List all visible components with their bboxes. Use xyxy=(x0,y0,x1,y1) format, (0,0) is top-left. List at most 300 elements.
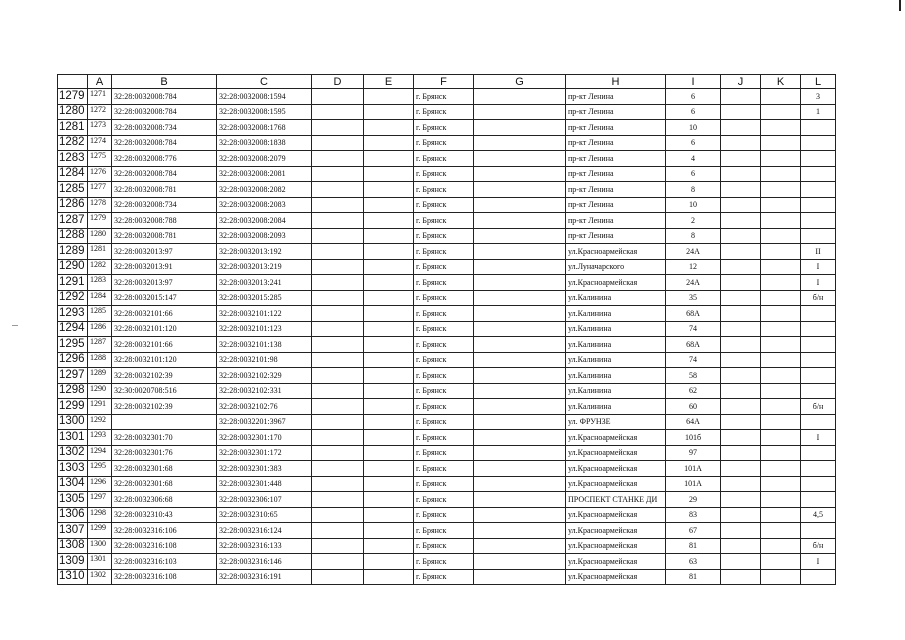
cell-l[interactable] xyxy=(801,383,836,399)
cell-l[interactable]: 4,5 xyxy=(801,507,836,523)
cell-i[interactable]: 101А xyxy=(666,461,721,477)
cell-k[interactable] xyxy=(761,430,801,446)
cell-c[interactable]: 32:28:0032013:219 xyxy=(217,259,312,275)
cell-d[interactable] xyxy=(312,538,364,554)
cell-c[interactable]: 32:28:0032301:170 xyxy=(217,430,312,446)
cell-k[interactable] xyxy=(761,476,801,492)
cell-c[interactable]: 32:28:0032015:285 xyxy=(217,290,312,306)
cell-k[interactable] xyxy=(761,259,801,275)
cell-g[interactable] xyxy=(474,275,566,291)
cell-d[interactable] xyxy=(312,104,364,120)
row-number-cell[interactable]: 1283 xyxy=(58,151,88,167)
cell-j[interactable] xyxy=(721,383,761,399)
cell-a[interactable]: 1286 xyxy=(88,321,112,337)
cell-b[interactable]: 32:28:0032306:68 xyxy=(112,492,217,508)
cell-l[interactable] xyxy=(801,337,836,353)
cell-b[interactable]: 32:28:0032102:39 xyxy=(112,368,217,384)
cell-e[interactable] xyxy=(364,507,414,523)
cell-h[interactable]: пр-кт Ленина xyxy=(566,182,666,198)
cell-a[interactable]: 1282 xyxy=(88,259,112,275)
cell-l[interactable] xyxy=(801,414,836,430)
cell-b[interactable] xyxy=(112,414,217,430)
cell-l[interactable] xyxy=(801,135,836,151)
cell-e[interactable] xyxy=(364,104,414,120)
cell-e[interactable] xyxy=(364,244,414,260)
cell-i[interactable]: 6 xyxy=(666,135,721,151)
cell-b[interactable]: 32:28:0032101:66 xyxy=(112,337,217,353)
cell-h[interactable]: ул.Красноармейская xyxy=(566,461,666,477)
cell-d[interactable] xyxy=(312,523,364,539)
cell-l[interactable] xyxy=(801,166,836,182)
cell-f[interactable]: г. Брянск xyxy=(414,523,474,539)
cell-h[interactable]: ул.Красноармейская xyxy=(566,554,666,570)
cell-l[interactable] xyxy=(801,228,836,244)
cell-c[interactable]: 32:28:0032316:124 xyxy=(217,523,312,539)
cell-d[interactable] xyxy=(312,492,364,508)
cell-f[interactable]: г. Брянск xyxy=(414,104,474,120)
cell-g[interactable] xyxy=(474,507,566,523)
cell-g[interactable] xyxy=(474,414,566,430)
cell-a[interactable]: 1291 xyxy=(88,399,112,415)
cell-i[interactable]: 74 xyxy=(666,352,721,368)
row-number-cell[interactable]: 1295 xyxy=(58,337,88,353)
cell-a[interactable]: 1277 xyxy=(88,182,112,198)
cell-i[interactable]: 35 xyxy=(666,290,721,306)
cell-k[interactable] xyxy=(761,352,801,368)
cell-c[interactable]: 32:28:0032101:98 xyxy=(217,352,312,368)
column-header-d[interactable]: D xyxy=(312,75,364,89)
row-number-cell[interactable]: 1297 xyxy=(58,368,88,384)
cell-c[interactable]: 32:28:0032102:331 xyxy=(217,383,312,399)
cell-g[interactable] xyxy=(474,352,566,368)
cell-b[interactable]: 32:28:0032301:68 xyxy=(112,461,217,477)
cell-c[interactable]: 32:28:0032201:3967 xyxy=(217,414,312,430)
cell-e[interactable] xyxy=(364,166,414,182)
row-number-cell[interactable]: 1299 xyxy=(58,399,88,415)
cell-a[interactable]: 1297 xyxy=(88,492,112,508)
cell-j[interactable] xyxy=(721,523,761,539)
cell-i[interactable]: 24А xyxy=(666,244,721,260)
cell-h[interactable]: пр-кт Ленина xyxy=(566,135,666,151)
column-header-b[interactable]: B xyxy=(112,75,217,89)
cell-i[interactable]: 4 xyxy=(666,151,721,167)
cell-b[interactable]: 32:28:0032013:97 xyxy=(112,244,217,260)
cell-f[interactable]: г. Брянск xyxy=(414,538,474,554)
cell-l[interactable] xyxy=(801,120,836,136)
cell-d[interactable] xyxy=(312,569,364,585)
cell-l[interactable]: II xyxy=(801,244,836,260)
cell-e[interactable] xyxy=(364,321,414,337)
cell-c[interactable]: 32:28:0032316:191 xyxy=(217,569,312,585)
cell-a[interactable]: 1295 xyxy=(88,461,112,477)
cell-e[interactable] xyxy=(364,538,414,554)
cell-j[interactable] xyxy=(721,228,761,244)
row-number-cell[interactable]: 1288 xyxy=(58,228,88,244)
cell-a[interactable]: 1279 xyxy=(88,213,112,229)
row-number-cell[interactable]: 1296 xyxy=(58,352,88,368)
column-header-i[interactable]: I xyxy=(666,75,721,89)
cell-k[interactable] xyxy=(761,383,801,399)
cell-b[interactable]: 32:28:0032008:784 xyxy=(112,166,217,182)
cell-e[interactable] xyxy=(364,476,414,492)
cell-e[interactable] xyxy=(364,368,414,384)
cell-b[interactable]: 32:28:0032301:68 xyxy=(112,476,217,492)
cell-j[interactable] xyxy=(721,290,761,306)
row-number-cell[interactable]: 1310 xyxy=(58,569,88,585)
cell-h[interactable]: пр-кт Ленина xyxy=(566,120,666,136)
cell-c[interactable]: 32:28:0032013:241 xyxy=(217,275,312,291)
cell-j[interactable] xyxy=(721,259,761,275)
cell-i[interactable]: 101А xyxy=(666,476,721,492)
cell-f[interactable]: г. Брянск xyxy=(414,306,474,322)
row-number-cell[interactable]: 1302 xyxy=(58,445,88,461)
cell-b[interactable]: 32:28:0032310:43 xyxy=(112,507,217,523)
row-number-cell[interactable]: 1305 xyxy=(58,492,88,508)
cell-h[interactable]: пр-кт Ленина xyxy=(566,197,666,213)
cell-h[interactable]: ул.Луначарского xyxy=(566,259,666,275)
cell-f[interactable]: г. Брянск xyxy=(414,352,474,368)
cell-c[interactable]: 32:28:0032008:2082 xyxy=(217,182,312,198)
cell-h[interactable]: пр-кт Ленина xyxy=(566,166,666,182)
cell-j[interactable] xyxy=(721,445,761,461)
cell-l[interactable]: I xyxy=(801,554,836,570)
cell-c[interactable]: 32:28:0032301:448 xyxy=(217,476,312,492)
cell-i[interactable]: 58 xyxy=(666,368,721,384)
cell-c[interactable]: 32:28:0032008:2084 xyxy=(217,213,312,229)
cell-k[interactable] xyxy=(761,337,801,353)
cell-f[interactable]: г. Брянск xyxy=(414,228,474,244)
cell-c[interactable]: 32:28:0032013:192 xyxy=(217,244,312,260)
cell-d[interactable] xyxy=(312,461,364,477)
cell-c[interactable]: 32:28:0032102:76 xyxy=(217,399,312,415)
cell-f[interactable]: г. Брянск xyxy=(414,182,474,198)
cell-k[interactable] xyxy=(761,554,801,570)
column-header-l[interactable]: L xyxy=(801,75,836,89)
cell-g[interactable] xyxy=(474,290,566,306)
cell-d[interactable] xyxy=(312,89,364,105)
cell-l[interactable] xyxy=(801,182,836,198)
cell-a[interactable]: 1276 xyxy=(88,166,112,182)
row-number-cell[interactable]: 1300 xyxy=(58,414,88,430)
cell-e[interactable] xyxy=(364,352,414,368)
cell-b[interactable]: 32:28:0032008:734 xyxy=(112,197,217,213)
row-number-cell[interactable]: 1282 xyxy=(58,135,88,151)
cell-j[interactable] xyxy=(721,538,761,554)
column-header-k[interactable]: K xyxy=(761,75,801,89)
cell-l[interactable]: 3 xyxy=(801,89,836,105)
cell-h[interactable]: ул.Красноармейская xyxy=(566,430,666,446)
cell-l[interactable]: б/н xyxy=(801,290,836,306)
cell-c[interactable]: 32:28:0032316:133 xyxy=(217,538,312,554)
cell-h[interactable]: ул.Красноармейская xyxy=(566,445,666,461)
cell-e[interactable] xyxy=(364,414,414,430)
cell-k[interactable] xyxy=(761,197,801,213)
cell-e[interactable] xyxy=(364,135,414,151)
cell-h[interactable]: ул.Красноармейская xyxy=(566,523,666,539)
cell-d[interactable] xyxy=(312,259,364,275)
cell-i[interactable]: 68А xyxy=(666,337,721,353)
cell-h[interactable]: ПРОСПЕКТ СТАНКЕ ДИ xyxy=(566,492,666,508)
cell-c[interactable]: 32:28:0032101:122 xyxy=(217,306,312,322)
cell-a[interactable]: 1272 xyxy=(88,104,112,120)
cell-c[interactable]: 32:28:0032008:2093 xyxy=(217,228,312,244)
cell-b[interactable]: 32:28:0032013:97 xyxy=(112,275,217,291)
cell-g[interactable] xyxy=(474,430,566,446)
cell-f[interactable]: г. Брянск xyxy=(414,492,474,508)
cell-j[interactable] xyxy=(721,430,761,446)
cell-j[interactable] xyxy=(721,135,761,151)
row-number-cell[interactable]: 1290 xyxy=(58,259,88,275)
cell-f[interactable]: г. Брянск xyxy=(414,430,474,446)
cell-e[interactable] xyxy=(364,197,414,213)
cell-k[interactable] xyxy=(761,182,801,198)
row-number-cell[interactable]: 1308 xyxy=(58,538,88,554)
cell-l[interactable] xyxy=(801,306,836,322)
cell-d[interactable] xyxy=(312,228,364,244)
cell-h[interactable]: ул.Красноармейская xyxy=(566,476,666,492)
cell-b[interactable]: 32:28:0032316:103 xyxy=(112,554,217,570)
cell-i[interactable]: 10 xyxy=(666,120,721,136)
cell-d[interactable] xyxy=(312,166,364,182)
cell-h[interactable]: ул. ФРУНЗЕ xyxy=(566,414,666,430)
cell-i[interactable]: 12 xyxy=(666,259,721,275)
cell-k[interactable] xyxy=(761,523,801,539)
row-number-cell[interactable]: 1304 xyxy=(58,476,88,492)
cell-d[interactable] xyxy=(312,507,364,523)
cell-a[interactable]: 1300 xyxy=(88,538,112,554)
cell-g[interactable] xyxy=(474,104,566,120)
cell-b[interactable]: 32:28:0032008:781 xyxy=(112,182,217,198)
cell-k[interactable] xyxy=(761,399,801,415)
cell-k[interactable] xyxy=(761,368,801,384)
cell-h[interactable]: ул.Красноармейская xyxy=(566,538,666,554)
cell-l[interactable]: б/н xyxy=(801,399,836,415)
cell-h[interactable]: пр-кт Ленина xyxy=(566,89,666,105)
cell-c[interactable]: 32:28:0032008:2083 xyxy=(217,197,312,213)
row-number-cell[interactable]: 1294 xyxy=(58,321,88,337)
cell-e[interactable] xyxy=(364,120,414,136)
cell-a[interactable]: 1301 xyxy=(88,554,112,570)
cell-e[interactable] xyxy=(364,569,414,585)
cell-k[interactable] xyxy=(761,135,801,151)
cell-f[interactable]: г. Брянск xyxy=(414,321,474,337)
cell-h[interactable]: ул.Красноармейская xyxy=(566,275,666,291)
cell-d[interactable] xyxy=(312,275,364,291)
cell-i[interactable]: 81 xyxy=(666,569,721,585)
cell-k[interactable] xyxy=(761,151,801,167)
column-header-c[interactable]: C xyxy=(217,75,312,89)
cell-f[interactable]: г. Брянск xyxy=(414,507,474,523)
cell-l[interactable]: I xyxy=(801,275,836,291)
cell-j[interactable] xyxy=(721,321,761,337)
cell-a[interactable]: 1288 xyxy=(88,352,112,368)
cell-a[interactable]: 1273 xyxy=(88,120,112,136)
cell-k[interactable] xyxy=(761,569,801,585)
cell-d[interactable] xyxy=(312,182,364,198)
cell-b[interactable]: 32:28:0032101:120 xyxy=(112,321,217,337)
cell-j[interactable] xyxy=(721,166,761,182)
cell-e[interactable] xyxy=(364,213,414,229)
cell-b[interactable]: 32:28:0032008:776 xyxy=(112,151,217,167)
cell-b[interactable]: 32:28:0032013:91 xyxy=(112,259,217,275)
cell-j[interactable] xyxy=(721,352,761,368)
cell-e[interactable] xyxy=(364,492,414,508)
cell-l[interactable] xyxy=(801,492,836,508)
cell-d[interactable] xyxy=(312,337,364,353)
cell-i[interactable]: 10 xyxy=(666,197,721,213)
cell-g[interactable] xyxy=(474,306,566,322)
cell-l[interactable]: 1 xyxy=(801,104,836,120)
cell-h[interactable]: ул.Калинина xyxy=(566,337,666,353)
cell-h[interactable]: ул.Красноармейская xyxy=(566,244,666,260)
cell-k[interactable] xyxy=(761,104,801,120)
cell-d[interactable] xyxy=(312,290,364,306)
cell-a[interactable]: 1299 xyxy=(88,523,112,539)
cell-g[interactable] xyxy=(474,399,566,415)
cell-b[interactable]: 32:28:0032008:784 xyxy=(112,89,217,105)
cell-d[interactable] xyxy=(312,213,364,229)
cell-g[interactable] xyxy=(474,461,566,477)
cell-e[interactable] xyxy=(364,461,414,477)
cell-g[interactable] xyxy=(474,120,566,136)
cell-a[interactable]: 1271 xyxy=(88,89,112,105)
cell-c[interactable]: 32:28:0032008:1838 xyxy=(217,135,312,151)
cell-k[interactable] xyxy=(761,492,801,508)
cell-k[interactable] xyxy=(761,414,801,430)
cell-j[interactable] xyxy=(721,244,761,260)
cell-e[interactable] xyxy=(364,337,414,353)
row-number-cell[interactable]: 1279 xyxy=(58,89,88,105)
cell-f[interactable]: г. Брянск xyxy=(414,569,474,585)
cell-i[interactable]: 29 xyxy=(666,492,721,508)
row-number-cell[interactable]: 1309 xyxy=(58,554,88,570)
cell-d[interactable] xyxy=(312,352,364,368)
cell-b[interactable]: 32:28:0032316:106 xyxy=(112,523,217,539)
cell-f[interactable]: г. Брянск xyxy=(414,197,474,213)
cell-l[interactable]: I xyxy=(801,259,836,275)
row-number-cell[interactable]: 1303 xyxy=(58,461,88,477)
cell-d[interactable] xyxy=(312,414,364,430)
cell-f[interactable]: г. Брянск xyxy=(414,414,474,430)
cell-c[interactable]: 32:28:0032008:1594 xyxy=(217,89,312,105)
cell-a[interactable]: 1290 xyxy=(88,383,112,399)
cell-i[interactable]: 101б xyxy=(666,430,721,446)
cell-i[interactable]: 6 xyxy=(666,104,721,120)
cell-j[interactable] xyxy=(721,182,761,198)
cell-j[interactable] xyxy=(721,399,761,415)
cell-e[interactable] xyxy=(364,306,414,322)
cell-i[interactable]: 8 xyxy=(666,228,721,244)
row-number-cell[interactable]: 1287 xyxy=(58,213,88,229)
cell-d[interactable] xyxy=(312,399,364,415)
cell-g[interactable] xyxy=(474,538,566,554)
cell-a[interactable]: 1294 xyxy=(88,445,112,461)
cell-f[interactable]: г. Брянск xyxy=(414,275,474,291)
cell-f[interactable]: г. Брянск xyxy=(414,383,474,399)
cell-c[interactable]: 32:28:0032102:329 xyxy=(217,368,312,384)
cell-c[interactable]: 32:28:0032008:2079 xyxy=(217,151,312,167)
cell-a[interactable]: 1274 xyxy=(88,135,112,151)
cell-c[interactable]: 32:28:0032316:146 xyxy=(217,554,312,570)
cell-b[interactable]: 32:28:0032008:784 xyxy=(112,104,217,120)
row-number-cell[interactable]: 1291 xyxy=(58,275,88,291)
row-number-cell[interactable]: 1307 xyxy=(58,523,88,539)
row-number-cell[interactable]: 1285 xyxy=(58,182,88,198)
cell-a[interactable]: 1302 xyxy=(88,569,112,585)
cell-i[interactable]: 24А xyxy=(666,275,721,291)
cell-d[interactable] xyxy=(312,321,364,337)
cell-e[interactable] xyxy=(364,182,414,198)
cell-h[interactable]: ул.Калинина xyxy=(566,352,666,368)
cell-b[interactable]: 32:28:0032316:108 xyxy=(112,538,217,554)
cell-c[interactable]: 32:28:0032306:107 xyxy=(217,492,312,508)
cell-c[interactable]: 32:28:0032101:138 xyxy=(217,337,312,353)
cell-e[interactable] xyxy=(364,151,414,167)
cell-g[interactable] xyxy=(474,166,566,182)
cell-h[interactable]: ул.Калинина xyxy=(566,383,666,399)
cell-i[interactable]: 2 xyxy=(666,213,721,229)
cell-l[interactable] xyxy=(801,321,836,337)
cell-e[interactable] xyxy=(364,430,414,446)
cell-a[interactable]: 1275 xyxy=(88,151,112,167)
cell-d[interactable] xyxy=(312,476,364,492)
row-number-cell[interactable]: 1284 xyxy=(58,166,88,182)
cell-b[interactable]: 32:28:0032008:781 xyxy=(112,228,217,244)
cell-l[interactable] xyxy=(801,476,836,492)
cell-a[interactable]: 1278 xyxy=(88,197,112,213)
cell-g[interactable] xyxy=(474,182,566,198)
cell-b[interactable]: 32:28:0032101:120 xyxy=(112,352,217,368)
cell-a[interactable]: 1292 xyxy=(88,414,112,430)
cell-b[interactable]: 32:28:0032301:70 xyxy=(112,430,217,446)
row-number-cell[interactable]: 1306 xyxy=(58,507,88,523)
cell-f[interactable]: г. Брянск xyxy=(414,89,474,105)
column-header-j[interactable]: J xyxy=(721,75,761,89)
cell-k[interactable] xyxy=(761,275,801,291)
column-header-a[interactable]: A xyxy=(88,75,112,89)
cell-d[interactable] xyxy=(312,445,364,461)
row-number-cell[interactable]: 1301 xyxy=(58,430,88,446)
cell-j[interactable] xyxy=(721,89,761,105)
cell-d[interactable] xyxy=(312,554,364,570)
cell-i[interactable]: 63 xyxy=(666,554,721,570)
cell-b[interactable]: 32:30:0020708:516 xyxy=(112,383,217,399)
cell-e[interactable] xyxy=(364,554,414,570)
cell-g[interactable] xyxy=(474,135,566,151)
cell-k[interactable] xyxy=(761,461,801,477)
cell-f[interactable]: г. Брянск xyxy=(414,445,474,461)
cell-h[interactable]: ул.Красноармейская xyxy=(566,507,666,523)
cell-k[interactable] xyxy=(761,166,801,182)
cell-j[interactable] xyxy=(721,337,761,353)
cell-a[interactable]: 1284 xyxy=(88,290,112,306)
cell-k[interactable] xyxy=(761,306,801,322)
cell-f[interactable]: г. Брянск xyxy=(414,399,474,415)
cell-j[interactable] xyxy=(721,476,761,492)
cell-j[interactable] xyxy=(721,507,761,523)
cell-k[interactable] xyxy=(761,290,801,306)
cell-g[interactable] xyxy=(474,89,566,105)
row-number-cell[interactable]: 1281 xyxy=(58,120,88,136)
cell-g[interactable] xyxy=(474,523,566,539)
cell-l[interactable] xyxy=(801,523,836,539)
cell-d[interactable] xyxy=(312,135,364,151)
cell-b[interactable]: 32:28:0032015:147 xyxy=(112,290,217,306)
cell-f[interactable]: г. Брянск xyxy=(414,120,474,136)
cell-d[interactable] xyxy=(312,368,364,384)
cell-j[interactable] xyxy=(721,197,761,213)
cell-a[interactable]: 1298 xyxy=(88,507,112,523)
